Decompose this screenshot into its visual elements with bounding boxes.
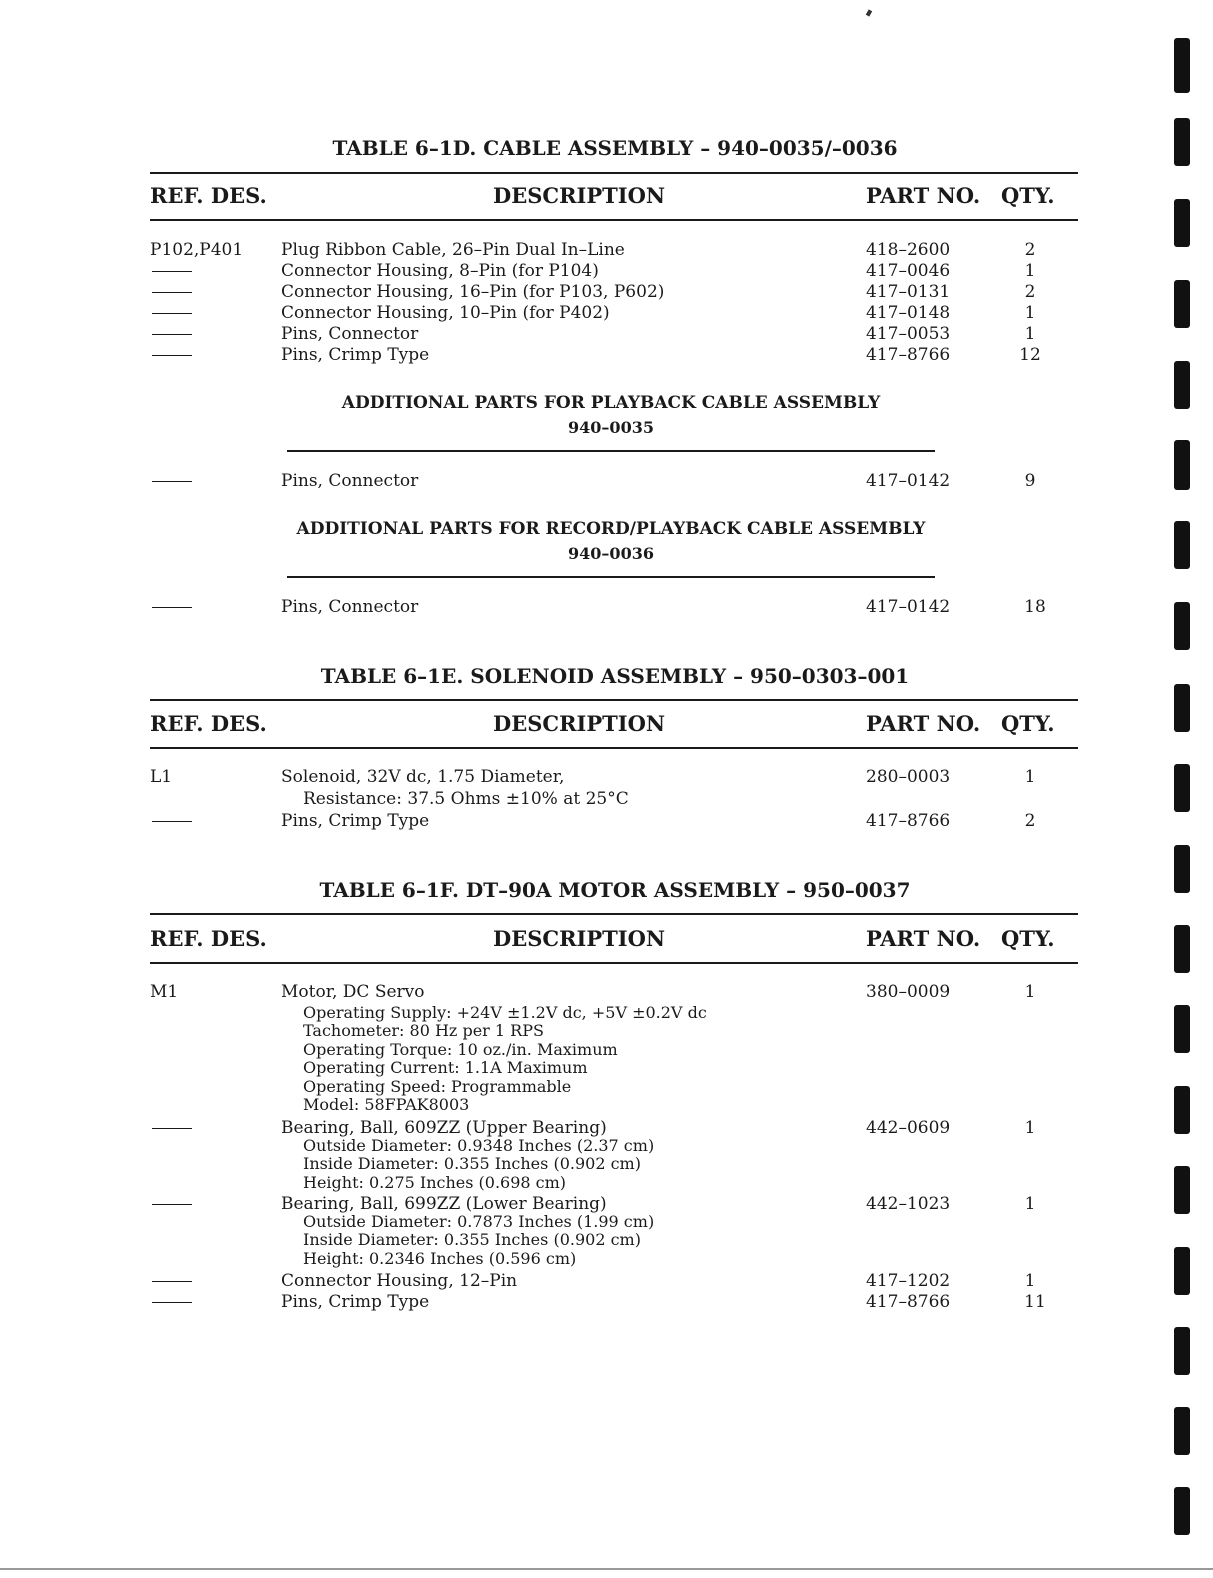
ref-dash: [152, 1128, 192, 1129]
binder-hole: [1174, 440, 1190, 490]
table-row-qty: 1: [1024, 1271, 1036, 1291]
binder-hole: [1174, 845, 1190, 893]
table-e-qty-header: QTY.: [1001, 711, 1055, 736]
ref-dash: [152, 271, 192, 272]
table-row-ref: M1: [150, 982, 179, 1002]
ref-dash: [152, 1281, 192, 1282]
table-row-desc: Pins, Connector: [281, 324, 419, 344]
ref-dash: [152, 355, 192, 356]
table-row-part: 417–0142: [866, 471, 951, 491]
table-row-desc: Connector Housing, 12–Pin: [281, 1271, 518, 1291]
table-row-qty: 1: [1024, 261, 1036, 281]
record-section-title: ADDITIONAL PARTS FOR RECORD/PLAYBACK CABLE ASSEMBLY: [296, 519, 926, 539]
table-row-part: 380–0009: [866, 982, 951, 1002]
table-row-desc: Bearing, Ball, 699ZZ (Lower Bearing): [281, 1194, 607, 1214]
ref-dash: [152, 1204, 192, 1205]
table-row-desc: Plug Ribbon Cable, 26–Pin Dual In–Line: [281, 240, 625, 260]
ref-dash: [152, 481, 192, 482]
ref-dash: [152, 313, 192, 314]
table-row-detail: Outside Diameter: 0.7873 Inches (1.99 cm): [303, 1212, 655, 1231]
table-d-qty-header: QTY.: [1001, 183, 1055, 208]
stray-mark: [866, 9, 872, 16]
table-row-detail: Operating Current: 1.1A Maximum: [303, 1058, 588, 1077]
binder-hole: [1174, 199, 1190, 247]
table-row-part: 417–0142: [866, 597, 951, 617]
table-row-detail: Model: 58FPAK8003: [303, 1095, 470, 1114]
table-e-ref-header: REF. DES.: [150, 711, 267, 736]
table-f-top-rule: [150, 913, 1078, 915]
binder-hole: [1174, 925, 1190, 973]
table-row-desc: Solenoid, 32V dc, 1.75 Diameter,: [281, 767, 565, 787]
table-e-caption: TABLE 6–1E. SOLENOID ASSEMBLY – 950–0303–001: [320, 664, 910, 688]
binder-hole: [1174, 38, 1190, 93]
table-row-part: 417–8766: [866, 1292, 951, 1312]
table-row-ref: L1: [150, 767, 173, 787]
table-row-desc: Pins, Crimp Type: [281, 345, 430, 365]
table-e-part-header: PART NO.: [866, 711, 981, 736]
table-row-qty: 9: [1024, 471, 1036, 491]
table-row-part: 417–0046: [866, 261, 951, 281]
table-row-qty: 1: [1024, 767, 1036, 787]
binder-hole: [1174, 1005, 1190, 1053]
binder-hole: [1174, 1327, 1190, 1375]
table-row-part: 442–1023: [866, 1194, 951, 1214]
table-d-ref-header: REF. DES.: [150, 183, 267, 208]
table-row-detail: Inside Diameter: 0.355 Inches (0.902 cm): [303, 1154, 641, 1173]
table-d-part-header: PART NO.: [866, 183, 981, 208]
ref-dash: [152, 334, 192, 335]
binder-hole: [1174, 1407, 1190, 1455]
ref-dash: [152, 1302, 192, 1303]
table-row-qty: 2: [1024, 282, 1036, 302]
table-row-desc: Connector Housing, 8–Pin (for P104): [281, 261, 599, 281]
table-row-detail: Operating Torque: 10 oz./in. Maximum: [303, 1040, 618, 1059]
table-row-qty: 1: [1024, 1118, 1036, 1138]
record-section-number: 940–0036: [568, 544, 654, 563]
table-d-caption: TABLE 6–1D. CABLE ASSEMBLY – 940–0035/–0036: [332, 136, 898, 160]
table-f-caption: TABLE 6–1F. DT–90A MOTOR ASSEMBLY – 950–0037: [319, 878, 911, 902]
binder-hole: [1174, 1247, 1190, 1295]
table-row-part: 418–2600: [866, 240, 951, 260]
table-row-detail: Resistance: 37.5 Ohms ±10% at 25°C: [303, 789, 629, 809]
table-row-qty: 2: [1024, 811, 1036, 831]
table-e-top-rule: [150, 699, 1078, 701]
binder-hole: [1174, 764, 1190, 812]
binder-hole: [1174, 1487, 1190, 1535]
playback-rule: [287, 450, 935, 452]
table-d-header-rule: [150, 219, 1078, 221]
table-row-detail: Operating Speed: Programmable: [303, 1077, 572, 1096]
table-row-detail: Tachometer: 80 Hz per 1 RPS: [303, 1021, 544, 1040]
table-row-detail: Inside Diameter: 0.355 Inches (0.902 cm): [303, 1230, 641, 1249]
page-bottom-edge: [0, 1568, 1213, 1570]
table-row-ref: P102,P401: [150, 240, 244, 260]
table-row-qty: 1: [1024, 1194, 1036, 1214]
table-row-qty: 18: [1024, 597, 1046, 617]
table-row-desc: Connector Housing, 16–Pin (for P103, P602): [281, 282, 665, 302]
record-rule: [287, 576, 935, 578]
ref-dash: [152, 292, 192, 293]
table-row-detail: Height: 0.275 Inches (0.698 cm): [303, 1173, 567, 1192]
binder-hole: [1174, 1086, 1190, 1134]
table-row-desc: Pins, Crimp Type: [281, 1292, 430, 1312]
table-row-part: 417–0131: [866, 282, 951, 302]
table-d-desc-header: DESCRIPTION: [493, 183, 666, 208]
table-row-qty: 12: [1019, 345, 1041, 365]
playback-section-number: 940–0035: [568, 418, 654, 437]
table-row-part: 417–1202: [866, 1271, 951, 1291]
table-row-part: 417–8766: [866, 345, 951, 365]
table-row-detail: Height: 0.2346 Inches (0.596 cm): [303, 1249, 577, 1268]
table-row-desc: Pins, Connector: [281, 597, 419, 617]
table-row-qty: 2: [1024, 240, 1036, 260]
table-f-header-rule: [150, 962, 1078, 964]
table-row-part: 417–8766: [866, 811, 951, 831]
table-row-desc: Bearing, Ball, 609ZZ (Upper Bearing): [281, 1118, 607, 1138]
binder-hole: [1174, 602, 1190, 650]
table-row-detail: Operating Supply: +24V ±1.2V dc, +5V ±0.2V dc: [303, 1003, 707, 1022]
binder-hole: [1174, 280, 1190, 328]
table-row-part: 417–0148: [866, 303, 951, 323]
table-row-desc: Connector Housing, 10–Pin (for P402): [281, 303, 610, 323]
table-row-qty: 1: [1024, 324, 1036, 344]
table-row-desc: Motor, DC Servo: [281, 982, 425, 1002]
table-e-header-rule: [150, 747, 1078, 749]
playback-section-title: ADDITIONAL PARTS FOR PLAYBACK CABLE ASSEMBLY: [341, 393, 881, 413]
table-e-desc-header: DESCRIPTION: [493, 711, 666, 736]
binder-hole: [1174, 1166, 1190, 1214]
binder-hole: [1174, 684, 1190, 732]
table-d-top-rule: [150, 172, 1078, 174]
binder-hole: [1174, 521, 1190, 569]
table-row-desc: Pins, Crimp Type: [281, 811, 430, 831]
binder-hole: [1174, 361, 1190, 409]
ref-dash: [152, 607, 192, 608]
table-f-ref-header: REF. DES.: [150, 926, 267, 951]
table-f-desc-header: DESCRIPTION: [493, 926, 666, 951]
ref-dash: [152, 821, 192, 822]
table-row-part: 442–0609: [866, 1118, 951, 1138]
binder-hole: [1174, 118, 1190, 166]
table-row-part: 280–0003: [866, 767, 951, 787]
table-f-qty-header: QTY.: [1001, 926, 1055, 951]
table-row-part: 417–0053: [866, 324, 951, 344]
table-row-qty: 1: [1024, 982, 1036, 1002]
table-f-part-header: PART NO.: [866, 926, 981, 951]
table-row-detail: Outside Diameter: 0.9348 Inches (2.37 cm): [303, 1136, 655, 1155]
table-row-qty: 11: [1024, 1292, 1046, 1312]
table-row-qty: 1: [1024, 303, 1036, 323]
table-row-desc: Pins, Connector: [281, 471, 419, 491]
